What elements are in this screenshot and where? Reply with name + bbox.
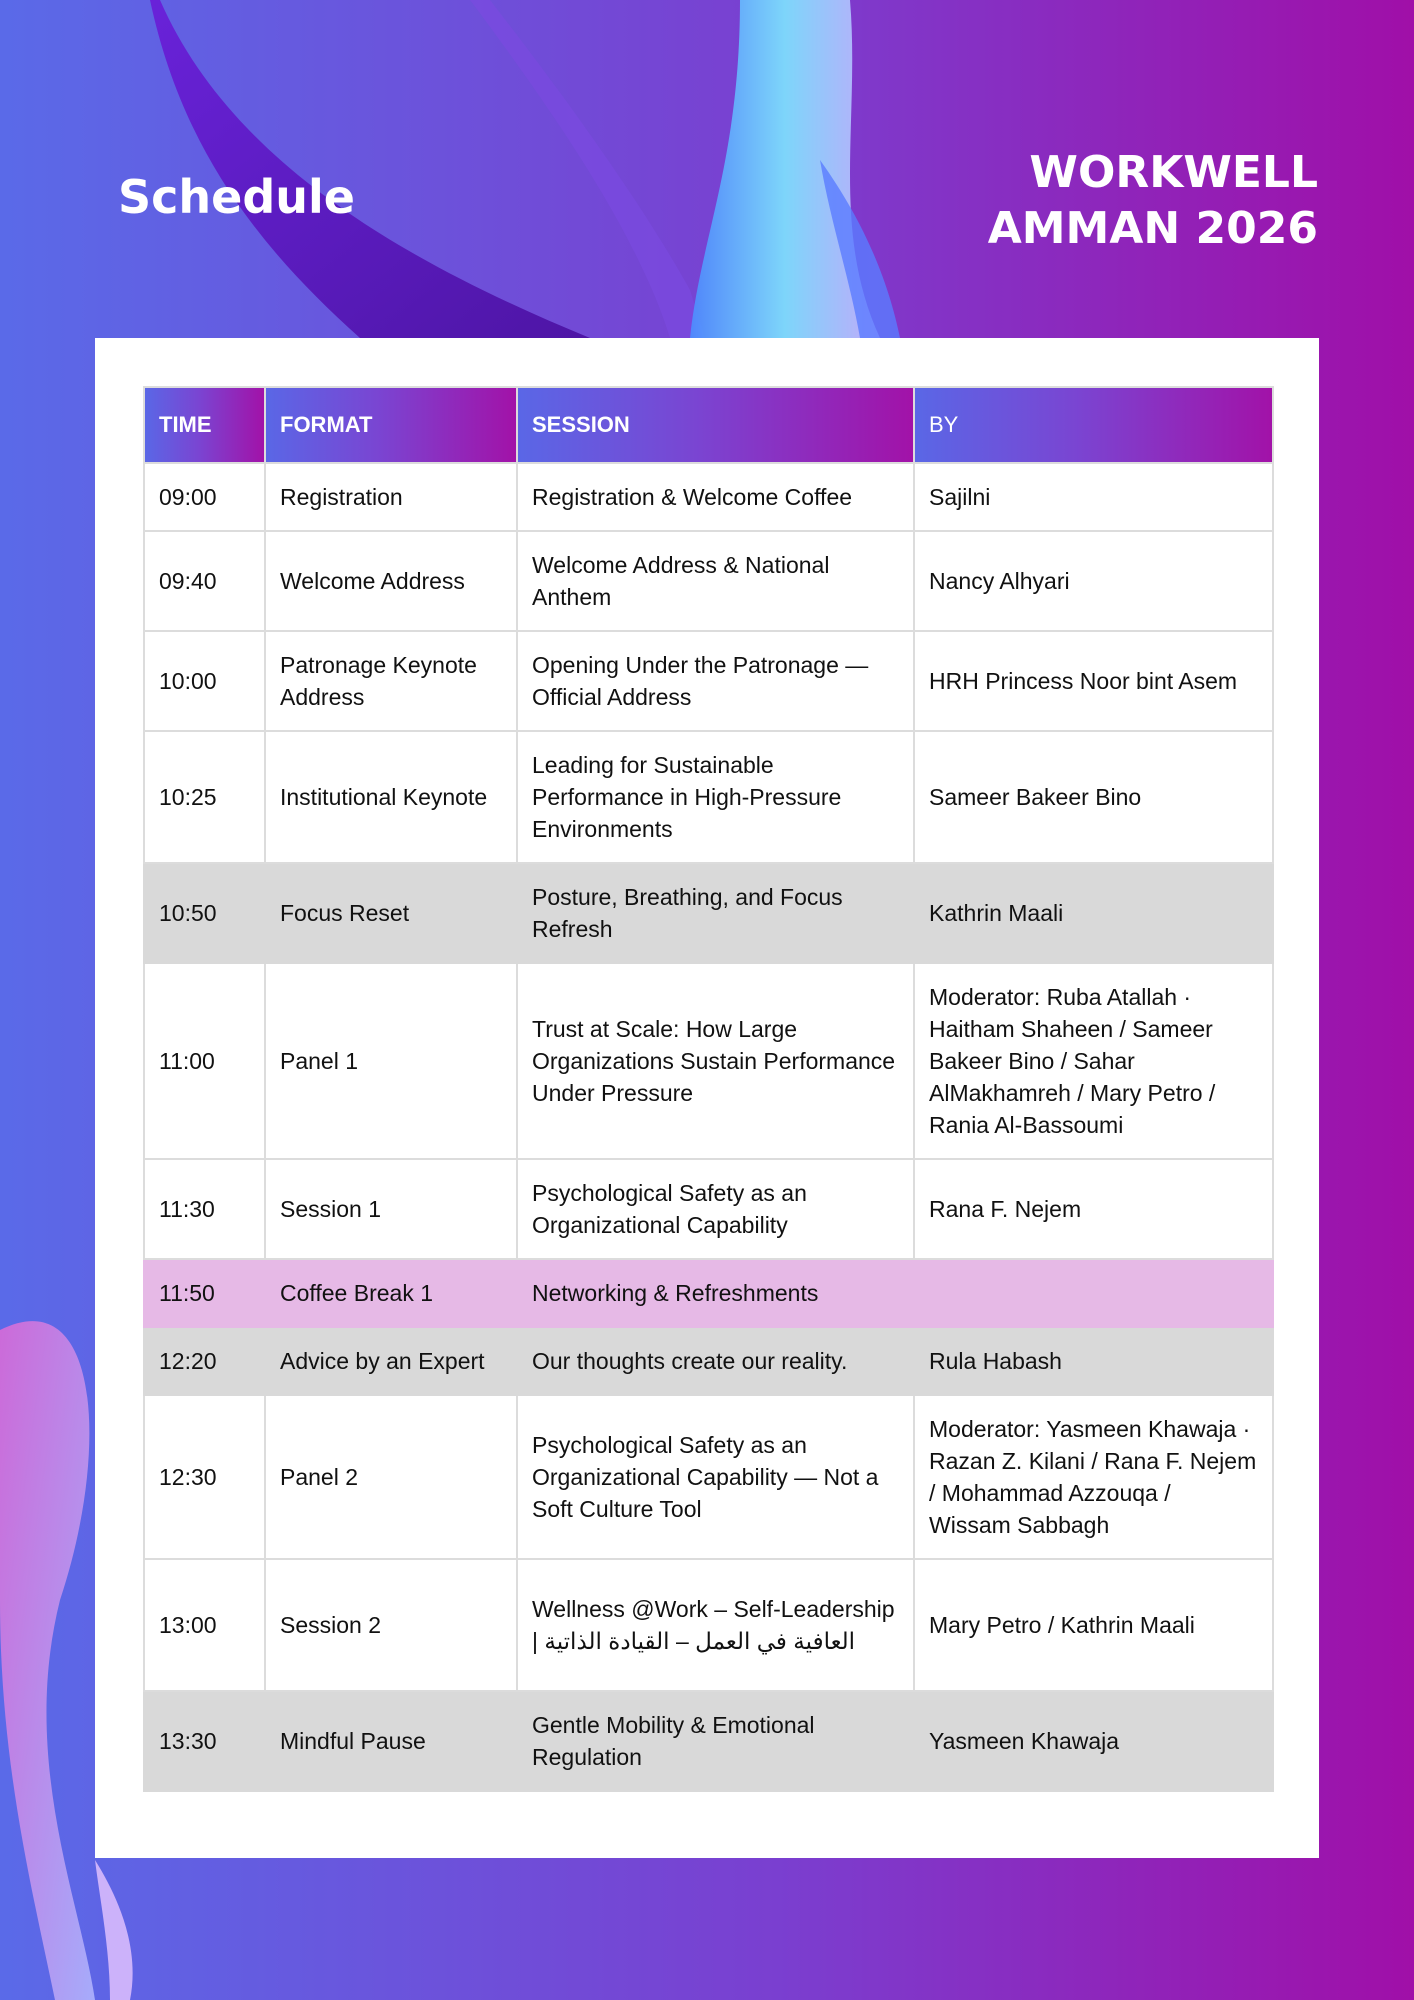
table-row (144, 1395, 1273, 1559)
cell-format: Registration (265, 463, 517, 531)
cell-by: Kathrin Maali (914, 863, 1273, 963)
cell-format: Panel 1 (265, 963, 517, 1159)
schedule-table (143, 386, 1274, 1792)
cell-by: Sameer Bakeer Bino (914, 731, 1273, 863)
cell-time: 10:50 (144, 863, 265, 963)
event-title (898, 145, 1318, 257)
cell-time: 13:00 (144, 1559, 265, 1691)
cell-by: Rana F. Nejem (914, 1159, 1273, 1259)
table-row (144, 1259, 1273, 1327)
cell-session: Wellness @Work – Self-Leadership | العافية في العمل – القيادة الذاتية (517, 1559, 914, 1691)
cell-time: 12:20 (144, 1327, 265, 1395)
schedule-card (95, 338, 1319, 1858)
table-body (144, 463, 1273, 1791)
cell-time: 10:00 (144, 631, 265, 731)
cell-by: Moderator: Yasmeen Khawaja · Razan Z. Kilani / Rana F. Nejem / Mohammad Azzouqa / Wissam Sabbagh (914, 1395, 1273, 1559)
cell-format: Welcome Address (265, 531, 517, 631)
cell-by: Rula Habash (914, 1327, 1273, 1395)
cell-time: 09:40 (144, 531, 265, 631)
cell-by (914, 1259, 1273, 1327)
cell-by: Moderator: Ruba Atallah · Haitham Shaheen / Sameer Bakeer Bino / Sahar AlMakhamreh / Mary Petro / Rania Al-Bassoumi (914, 963, 1273, 1159)
cell-by: Sajilni (914, 463, 1273, 531)
cell-session: Welcome Address & National Anthem (517, 531, 914, 631)
cell-session: Trust at Scale: How Large Organizations Sustain Performance Under Pressure (517, 963, 914, 1159)
cell-by: HRH Princess Noor bint Asem (914, 631, 1273, 731)
cell-session: Networking & Refreshments (517, 1259, 914, 1327)
cell-format: Panel 2 (265, 1395, 517, 1559)
table-row (144, 1159, 1273, 1259)
cell-format: Institutional Keynote (265, 731, 517, 863)
cell-session: Opening Under the Patronage — Official Address (517, 631, 914, 731)
table-row (144, 463, 1273, 531)
cell-format: Patronage Keynote Address (265, 631, 517, 731)
header-format: FORMAT (265, 387, 517, 463)
cell-session: Psychological Safety as an Organizational Capability — Not a Soft Culture Tool (517, 1395, 914, 1559)
table-row (144, 963, 1273, 1159)
cell-format: Mindful Pause (265, 1691, 517, 1791)
cell-time: 11:00 (144, 963, 265, 1159)
cell-time: 11:50 (144, 1259, 265, 1327)
event-title-line1: WORKWELL (1029, 147, 1318, 198)
cell-time: 13:30 (144, 1691, 265, 1791)
cell-by: Yasmeen Khawaja (914, 1691, 1273, 1791)
event-title-line2: AMMAN 2026 (987, 203, 1318, 254)
cell-session: Psychological Safety as an Organizational Capability (517, 1159, 914, 1259)
table-row (144, 1559, 1273, 1691)
table-header-row (144, 387, 1273, 463)
cell-format: Coffee Break 1 (265, 1259, 517, 1327)
cell-session: Our thoughts create our reality. (517, 1327, 914, 1395)
cell-format: Advice by an Expert (265, 1327, 517, 1395)
header-by: BY (914, 387, 1273, 463)
cell-by: Mary Petro / Kathrin Maali (914, 1559, 1273, 1691)
table-row (144, 631, 1273, 731)
cell-session: Gentle Mobility & Emotional Regulation (517, 1691, 914, 1791)
cell-session: Leading for Sustainable Performance in High-Pressure Environments (517, 731, 914, 863)
table-row (144, 1327, 1273, 1395)
cell-time: 10:25 (144, 731, 265, 863)
cell-by: Nancy Alhyari (914, 531, 1273, 631)
table-row (144, 863, 1273, 963)
cell-session: Posture, Breathing, and Focus Refresh (517, 863, 914, 963)
table-row (144, 1691, 1273, 1791)
cell-time: 11:30 (144, 1159, 265, 1259)
cell-format: Focus Reset (265, 863, 517, 963)
cell-time: 09:00 (144, 463, 265, 531)
cell-format: Session 2 (265, 1559, 517, 1691)
header-time: TIME (144, 387, 265, 463)
schedule-title: Schedule (118, 170, 355, 224)
header-session: SESSION (517, 387, 914, 463)
table-row (144, 531, 1273, 631)
cell-format: Session 1 (265, 1159, 517, 1259)
cell-session: Registration & Welcome Coffee (517, 463, 914, 531)
table-row (144, 731, 1273, 863)
cell-time: 12:30 (144, 1395, 265, 1559)
